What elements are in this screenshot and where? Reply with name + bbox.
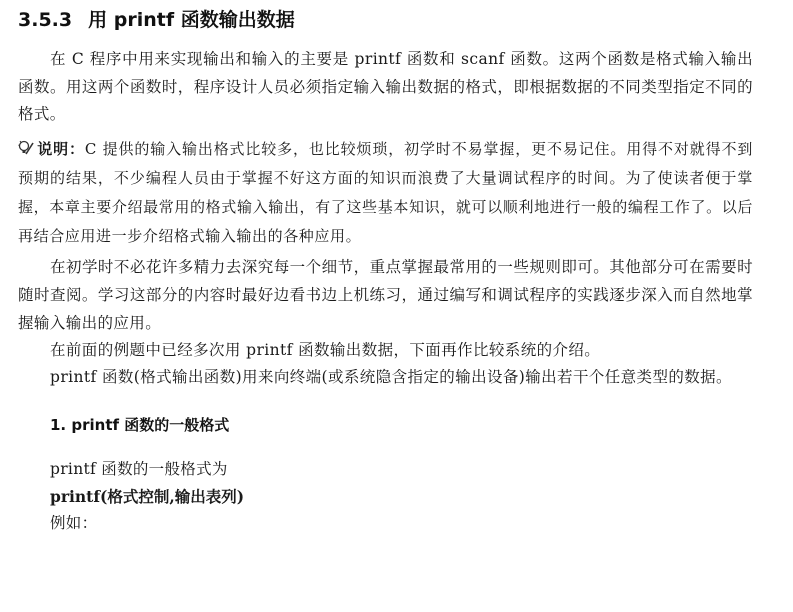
section-title: 用 printf 函数输出数据 — [88, 9, 295, 31]
subsection-heading: 1. printf 函数的一般格式 — [50, 415, 230, 434]
note-text: C 提供的输入输出格式比较多，也比较烦琐，初学时不易掌握，更不易记住。用得不对就得不到预期的结果，不少编程人员由于掌握不好这方面的知识而浪费了大量调试程序的时间。为了使读者便于掌握，本章主要介绍最常用的格式输入输出，有了这些基本知识，就可以顺利地进行一般的编程工作了。以后再结合应用进一步介绍格式输入输出的各种应用。 — [18, 139, 753, 245]
format-lead-text: printf 函数的一般格式为 — [50, 459, 228, 478]
section-heading — [18, 8, 753, 32]
intro-paragraph: 在 C 程序中用来实现输出和输入的主要是 printf 函数和 scanf 函数。这两个函数是格式输入输出函数。用这两个函数时，程序设计人员必须指定输入输出数据的格式，即根据数据的不同类型指定不同的格式。 — [18, 50, 753, 123]
definition-paragraph: printf 函数(格式输出函数)用来向终端(或系统隐含指定的输出设备)输出若干个任意类型的数据。 — [50, 368, 732, 386]
note-paragraph — [18, 135, 753, 251]
prior-paragraph: 在前面的例题中已经多次用 printf 函数输出数据，下面再作比较系统的介绍。 — [50, 340, 601, 359]
section-number: 3.5.3 — [18, 9, 73, 31]
advice-paragraph: 在初学时不必花许多精力去深究每一个细节，重点掌握最常用的一些规则即可。其他部分可在需要时随时查阅。学习这部分的内容时最好边看书边上机练习，通过编写和调试程序的实践逐步深入而自然地掌握输入输出的应用。 — [18, 257, 753, 332]
lightbulb-pen-icon — [18, 137, 34, 153]
example-label: 例如： — [50, 513, 98, 532]
note-label: 说明： — [37, 139, 85, 158]
printf-syntax: printf(格式控制,输出表列) — [50, 486, 245, 506]
